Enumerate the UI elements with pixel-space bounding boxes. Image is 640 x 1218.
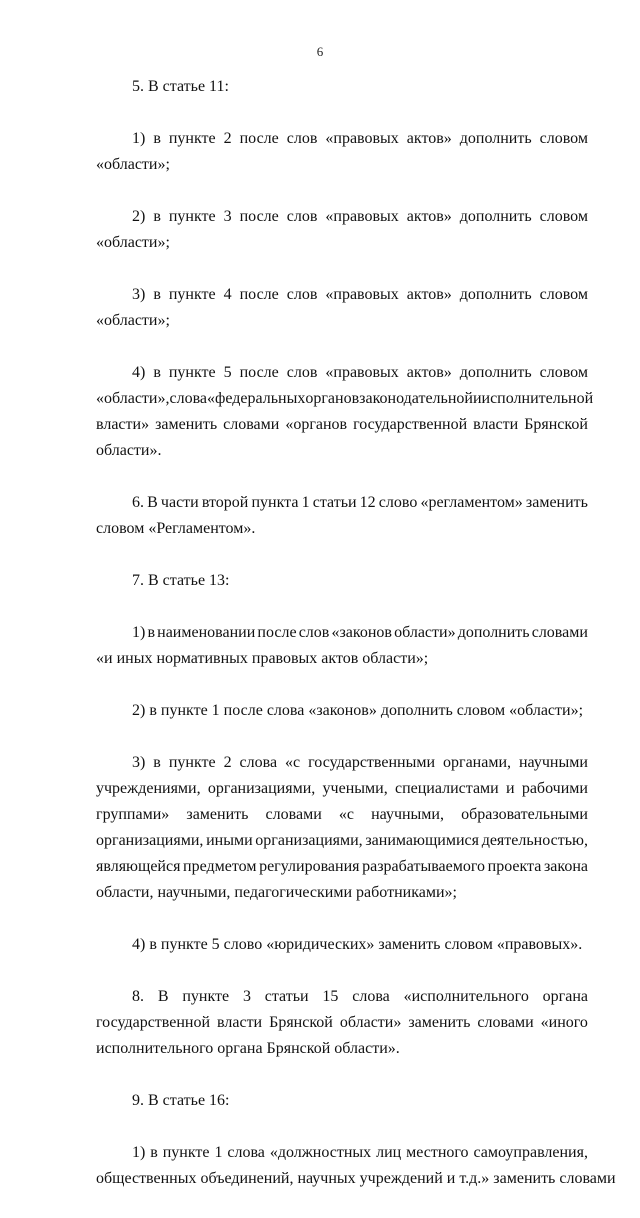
text-line: 1) в наименовании после слов «законов области» дополнить словами <box>132 624 588 641</box>
text-line: 3) в пункте 4 после слов «правовых актов» дополнить словом <box>132 286 588 303</box>
paragraph <box>96 1140 616 1192</box>
text-line: области, научными, педагогическими работниками»; <box>96 884 457 901</box>
text-line: исполнительного органа Брянской области». <box>96 1040 400 1057</box>
page-number: 6 <box>316 44 324 59</box>
text-line: «области»; <box>96 156 170 173</box>
text-line: словом «Регламентом». <box>96 520 256 537</box>
text-line: 9. В статье 16: <box>132 1092 230 1109</box>
paragraph <box>96 282 588 334</box>
text-line: государственной власти Брянской области» заменить словами «иного <box>96 1014 588 1031</box>
text-line: власти» заменить словами «органов государственной власти Брянской <box>96 416 588 433</box>
paragraph <box>96 204 588 256</box>
text-line: являющейся предметом регулирования разрабатываемого проекта закона <box>96 858 588 875</box>
text-line: 5. В статье 11: <box>132 78 229 95</box>
text-line: 4) в пункте 5 слово «юридических» заменить словом «правовых». <box>132 936 583 953</box>
text-line: 2) в пункте 3 после слов «правовых актов» дополнить словом <box>132 208 588 225</box>
text-line: общественных объединений, научных учреждений и т.д.» заменить словами <box>96 1170 616 1187</box>
paragraph <box>96 932 588 958</box>
text-line: «области», слова «федеральных органов законодательной и исполнительной <box>96 390 594 407</box>
text-line: 7. В статье 13: <box>132 572 230 589</box>
text-line: области». <box>96 442 162 459</box>
text-line: 8. В пункте 3 статьи 15 слова «исполнительного органа <box>132 988 588 1005</box>
paragraph <box>96 568 588 594</box>
text-line: «области»; <box>96 234 170 251</box>
text-line: 6. В части второй пункта 1 статьи 12 слово «регламентом» заменить <box>132 494 588 511</box>
text-line: 1) в пункте 2 после слов «правовых актов» дополнить словом <box>132 130 588 147</box>
text-line: организациями, иными организациями, занимающимися деятельностью, <box>96 832 588 849</box>
text-line: «и иных нормативных правовых актов области»; <box>96 650 429 667</box>
paragraph <box>96 126 588 178</box>
text-line: 3) в пункте 2 слова «с государственными органами, научными <box>132 754 588 771</box>
text-line: 4) в пункте 5 после слов «правовых актов» дополнить словом <box>132 364 588 381</box>
paragraph <box>96 984 588 1062</box>
paragraph <box>96 74 588 100</box>
paragraph <box>96 490 588 542</box>
paragraph <box>96 620 588 672</box>
paragraph <box>96 750 588 906</box>
text-line: 1) в пункте 1 слова «должностных лиц местного самоуправления, <box>132 1144 588 1161</box>
paragraph <box>96 1088 588 1114</box>
text-line: «области»; <box>96 312 170 329</box>
document-body <box>96 74 616 1218</box>
text-line: 2) в пункте 1 после слова «законов» дополнить словом «области»; <box>132 702 584 719</box>
text-line: группами» заменить словами «с научными, образовательными <box>96 806 588 823</box>
paragraph <box>96 360 594 464</box>
paragraph <box>96 698 588 724</box>
text-line: учреждениями, организациями, учеными, специалистами и рабочими <box>96 780 588 797</box>
